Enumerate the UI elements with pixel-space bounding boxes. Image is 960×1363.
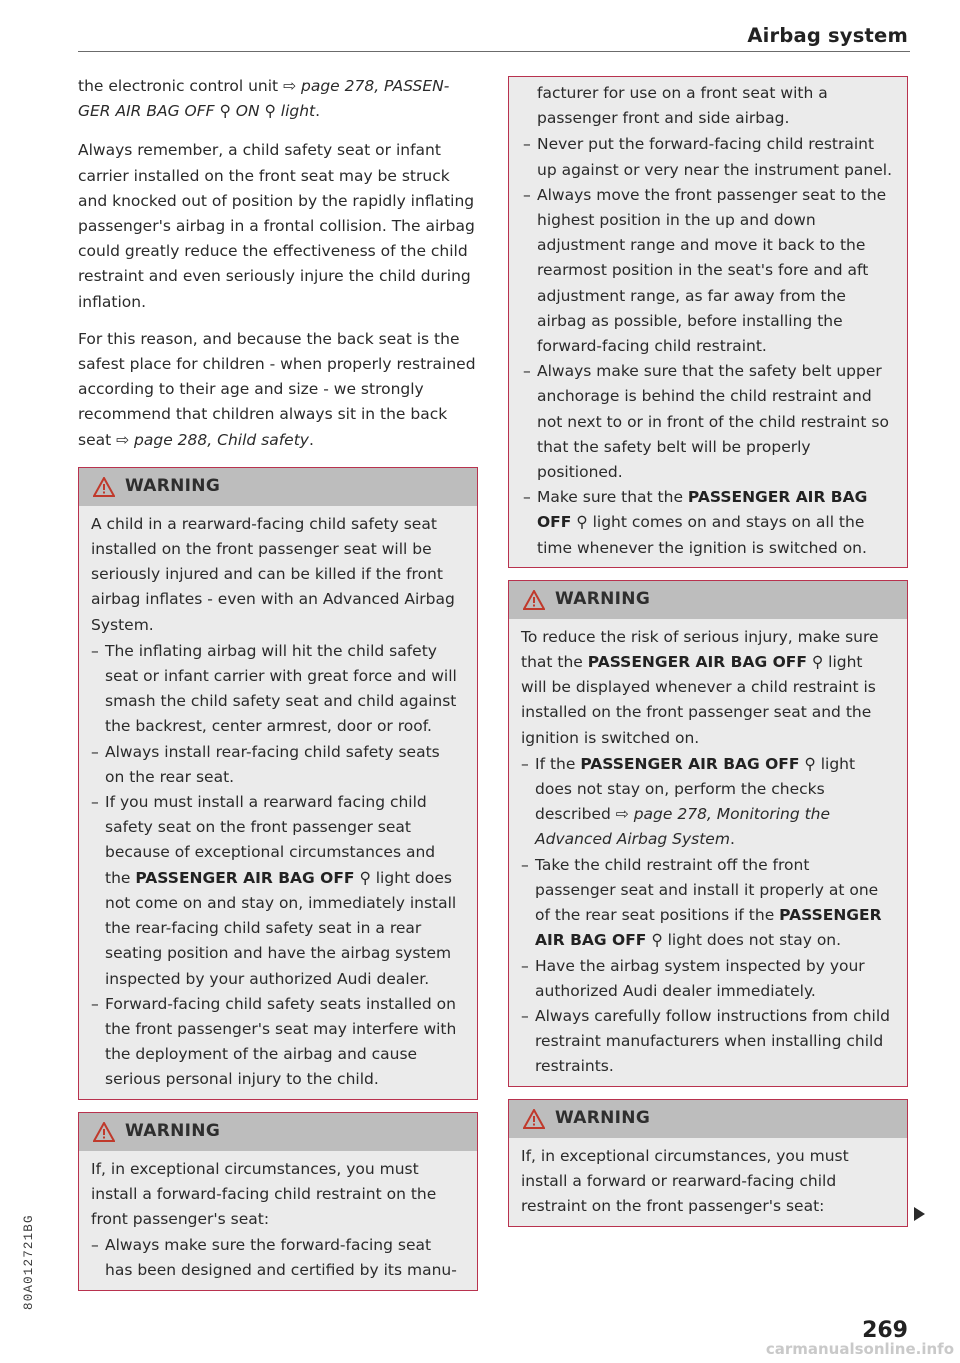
list-item	[521, 752, 893, 853]
warning-body	[509, 1138, 907, 1227]
list-item: – Always carefully follow instructions from child restraint manufacturers when installing child restraints.	[521, 1004, 893, 1080]
list-text: light does not stay on.	[662, 931, 842, 950]
warning-list	[523, 132, 893, 560]
list-text: Take the child restraint off the front passenger seat and install it properly at one of the rear seat positions if the	[535, 855, 879, 925]
list-text: light does not stay on, perform the checks described	[535, 754, 856, 824]
warning-body	[509, 77, 907, 567]
list-item: – Always make sure that the safety belt upper anchorage is behind the child restraint and not next to or in front of the child restraint so that the safety belt will be properly positioned.	[523, 359, 893, 485]
list-item: – The inflating airbag will hit the child safety seat or infant carrier with great force and will smash the child safety seat and child against the backrest, center armrest, door or roof.	[91, 639, 463, 740]
list-text: If the	[535, 754, 581, 773]
warning-label: WARNING	[125, 1120, 221, 1141]
warning-intro: facturer for use on a front seat with a passenger front and side airbag.	[537, 84, 828, 128]
warning-header	[79, 1113, 477, 1151]
list-item: – Forward-facing child safety seats installed on the front passenger's seat may interfere with the deployment of the airbag and cause serious personal injury to the child.	[91, 992, 463, 1093]
warning-box	[78, 467, 478, 1100]
intro-text: To reduce the risk of serious injury, make sure that the	[521, 627, 879, 672]
list-item: – Have the airbag system inspected by your authorized Audi dealer immediately.	[521, 954, 893, 1004]
intro-text: light will be displayed whenever a child restraint is installed on the front passenger seat and the ignition is switched on.	[521, 653, 876, 747]
list-item	[91, 790, 463, 992]
watermark: carmanualsonline.info	[765, 1340, 954, 1358]
warning-box	[78, 1112, 478, 1291]
page-number: 269	[862, 1318, 908, 1343]
warning-label: WARNING	[125, 476, 221, 497]
warning-triangle-icon	[523, 590, 545, 610]
indicator-name: PASSENGER AIR BAG OFF	[535, 906, 882, 950]
warning-header	[509, 1100, 907, 1138]
warning-intro: If, in exceptional circumstances, you must install a forward or rearward-facing child restraint on the front passenger's seat:	[521, 1146, 849, 1215]
indicator-name: PASSENGER AIR BAG OFF	[135, 868, 355, 887]
passenger-airbag-off-icon: ⚲	[651, 931, 663, 950]
list-item: – Always make sure the forward-facing seat has been designed and certified by its manu-	[91, 1233, 463, 1283]
warning-triangle-icon	[93, 477, 115, 497]
warning-box	[508, 1099, 908, 1228]
warning-intro	[521, 625, 893, 751]
paragraph-child-seat: Always remember, a child safety seat or infant carrier installed on the front seat may be struck and knocked out of position by the rapidly inflating passenger's airbag in a frontal collision. The airbag could greatly reduce the effectiveness of the child restraint and even seriously injure the child during inflation.	[78, 141, 475, 311]
warning-box	[508, 580, 908, 1087]
paragraph-intro	[78, 74, 478, 124]
section-title: Airbag system	[747, 24, 908, 47]
warning-header	[509, 581, 907, 619]
passenger-airbag-off-icon: ⚲	[804, 754, 816, 773]
warning-intro: If, in exceptional circumstances, you must install a forward-facing child restraint on the front passenger's seat:	[91, 1159, 437, 1228]
cross-reference-link[interactable]: ⇨ page 278, Monitoring the Advanced Airbag System	[535, 805, 831, 849]
header-divider	[78, 51, 910, 52]
warning-label: WARNING	[555, 589, 651, 610]
passenger-airbag-off-icon: ⚲	[359, 868, 371, 887]
list-text: .	[729, 830, 735, 849]
warning-intro: A child in a rearward-facing child safety seat installed on the front passenger seat will be seriously injured and can be killed if the front airbag inflates - even with an Advanced Airbag System.	[91, 514, 455, 634]
indicator-name: PASSENGER AIR BAG OFF	[587, 653, 807, 672]
warning-body	[509, 619, 907, 1086]
list-text: If you must install a rearward facing child safety seat on the front passenger seat because of exceptional circumstances and the	[105, 793, 436, 887]
warning-body	[79, 1151, 477, 1290]
passenger-airbag-off-icon: ⚲	[576, 513, 588, 532]
warning-box-continued	[508, 76, 908, 568]
warning-list	[521, 752, 893, 1080]
list-item	[521, 853, 893, 954]
list-item: – Never put the forward-facing child restraint up against or very near the instrument panel.	[523, 132, 893, 182]
list-text: light comes on and stays on all the time whenever the ignition is switched on.	[537, 513, 867, 557]
cross-reference-link[interactable]: ⇨ page 288, Child safety	[116, 430, 309, 449]
cross-reference-link[interactable]: ⇨ page 278, PASSEN-GER AIR BAG OFF ⚲ ON ⚲ light	[78, 77, 450, 121]
list-item	[523, 485, 893, 561]
warning-triangle-icon	[93, 1122, 115, 1142]
paragraph-text: the electronic control unit	[78, 77, 284, 95]
paragraph-text: .	[308, 430, 314, 449]
warning-header	[79, 468, 477, 506]
warning-list	[91, 1233, 463, 1283]
paragraph-text: For this reason, and because the back seat is the safest place for children - when properly restrained according to their age and size - we strongly recommend that children always sit in the back seat	[78, 329, 476, 449]
warning-label: WARNING	[555, 1107, 651, 1128]
list-text: Make sure that the	[537, 488, 688, 507]
list-item: – Always install rear-facing child safety seats on the rear seat.	[91, 740, 463, 790]
list-item: – Always move the front passenger seat to the highest position in the up and down adjustment range and move it back to the rearmost position in the seat's fore and aft adjustment range, as far away from the airbag as possible, before installing the forward-facing child restraint.	[523, 183, 893, 359]
warning-triangle-icon	[523, 1109, 545, 1129]
paragraph-back-seat	[78, 327, 478, 453]
list-text: light does not come on and stay on, immediately install the rear-facing child safety seat in a rear seating position and have the airbag system inspected by your authorized Audi dealer.	[105, 868, 457, 988]
indicator-name: PASSENGER AIR BAG OFF	[580, 754, 800, 773]
warning-list	[91, 639, 463, 1093]
warning-body	[79, 506, 477, 1099]
passenger-airbag-off-icon: ⚲	[811, 653, 824, 672]
document-code: 80A012721BG	[22, 1214, 36, 1310]
left-column	[78, 74, 478, 1291]
indicator-name: PASSENGER AIR BAG OFF	[537, 488, 868, 532]
paragraph-text: .	[315, 102, 321, 121]
continue-arrow-icon	[914, 1207, 925, 1221]
right-column	[508, 76, 908, 1227]
